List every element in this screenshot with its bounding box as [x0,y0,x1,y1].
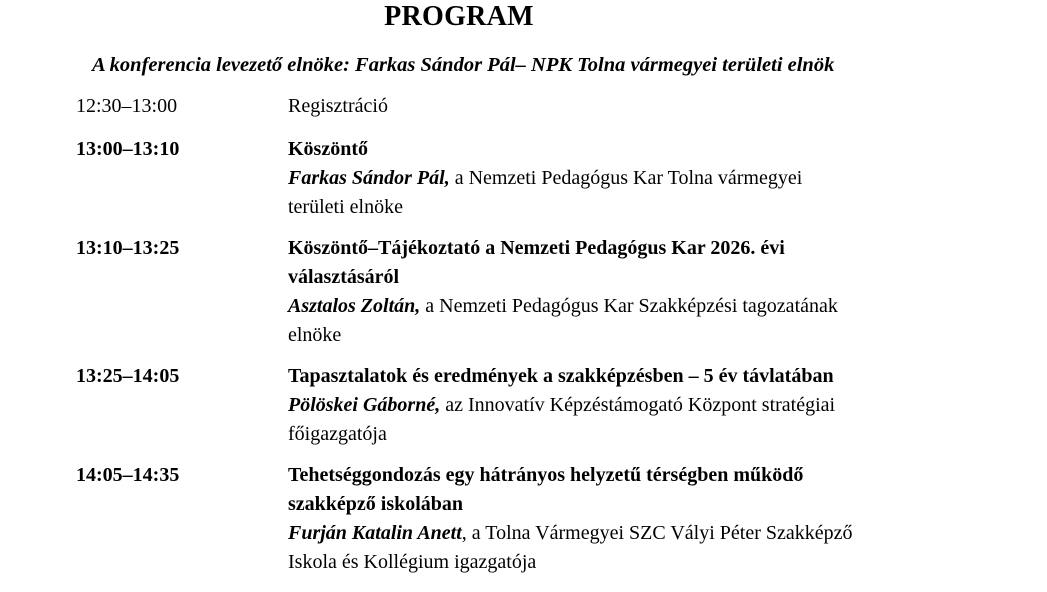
program-time: 13:00–13:10 [76,138,180,160]
program-title: Tehetséggondozás egy hátrányos helyzetű térségben működő [288,464,804,486]
program-title-continued: szakképző iskolában [288,493,464,515]
conference-chair-line: A konferencia levezető elnöke: Farkas Sándor Pál– NPK Tolna vármegyei területi elnök [92,54,835,76]
speaker-role-continued: elnöke [288,324,342,346]
program-content [288,362,928,449]
program-time: 13:10–13:25 [76,237,180,259]
program-title: Regisztráció [288,95,388,117]
program-title: Köszöntő–Tájékoztató a Nemzeti Pedagógus Kar 2026. évi [288,237,785,259]
speaker-role: a Nemzeti Pedagógus Kar Tolna vármegyei [449,167,803,189]
speaker-role-continued: főigazgatója [288,423,387,445]
program-title: Köszöntő [288,138,368,160]
speaker-name: Farkas Sándor Pál, [288,167,450,189]
program-content [288,234,928,350]
program-speaker-line [288,391,928,420]
program-time: 13:25–14:05 [76,365,180,387]
program-time: 12:30–13:00 [76,95,178,117]
program-title: Tapasztalatok és eredmények a szakképzésben – 5 év távlatában [288,365,834,387]
program-content [288,135,928,222]
speaker-name: Asztalos Zoltán, [288,295,421,317]
program-speaker-line [288,519,928,548]
program-title-continued: választásáról [288,266,400,288]
speaker-role: az Innovatív Képzéstámogató Központ stratégiai [440,394,836,416]
program-speaker-line [288,164,928,193]
speaker-role-continued: Iskola és Kollégium igazgatója [288,551,537,573]
speaker-name: Pölöskei Gáborné, [288,394,441,416]
program-content [288,92,928,121]
speaker-role: a Nemzeti Pedagógus Kar Szakképzési tagozatának [420,295,838,317]
speaker-role-continued: területi elnöke [288,196,403,218]
program-speaker-line [288,292,928,321]
program-time: 14:05–14:35 [76,464,180,486]
speaker-name: Furján Katalin Anett [288,522,462,544]
program-content [288,461,928,577]
speaker-role: , a Tolna Vármegyei SZC Vályi Péter Szakképző [461,522,853,544]
page-title: PROGRAM [384,1,534,32]
